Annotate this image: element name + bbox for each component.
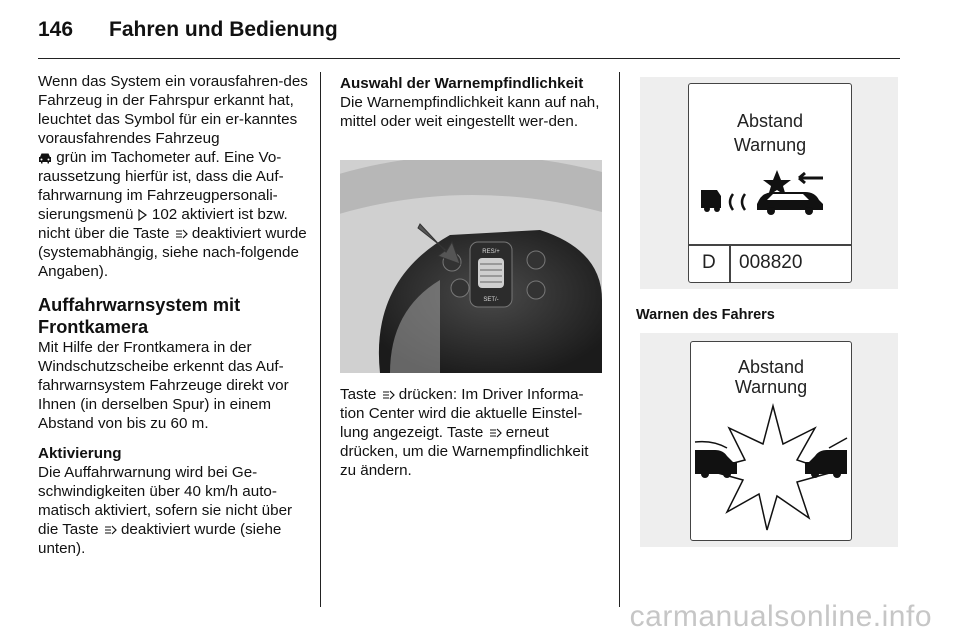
page-title: Fahren und Bedienung [109, 18, 338, 41]
column-divider-2 [619, 72, 620, 607]
code-divider [689, 244, 851, 246]
column-1 [38, 72, 308, 558]
figure-driver-warning [640, 333, 898, 547]
code-letter: D [702, 252, 716, 273]
watermark: carmanualsonline.info [629, 600, 932, 633]
figure-distance-warning-display [640, 77, 898, 289]
paragraph-2: Mit Hilfe der Frontkamera in der Windschutzscheibe erkennt das Auf-fahrwarnsystem Fahrzeuge direkt vor Ihnen (in derselben Spur) in einem Abstand von bis zu 60 m. [38, 339, 289, 432]
paragraph-sensitivity: Die Warnempfindlichkeit kann auf nah, mittel oder weit eingestellt wer-den. [340, 94, 600, 130]
column-2 [340, 74, 608, 131]
display-line-1: Abstand [736, 111, 804, 131]
subheading-aktivierung: Aktivierung [38, 445, 122, 462]
figure-caption: Warnen des Fahrers [636, 307, 775, 323]
paragraph-3: Die Auffahrwarnung wird bei Ge-schwindigkeiten über 40 km/h auto-matisch aktiviert, sofern sie nicht über die Taste deaktiviert wurde (siehe unten). [38, 464, 293, 557]
collision-warning-icon [699, 166, 843, 222]
warning-line-2: Warnung [734, 377, 808, 397]
code-number: 008820 [739, 252, 803, 273]
page-reference-arrow-icon [138, 209, 148, 221]
header-rule [38, 58, 900, 59]
display-panel [688, 83, 852, 283]
res-label: RES/+ [482, 249, 500, 255]
column-divider-1 [320, 72, 321, 607]
car-front-icon [38, 152, 52, 164]
display-line-2: Warnung [733, 135, 807, 155]
collision-alert-button-icon [174, 228, 188, 240]
warning-line-1: Abstand [737, 357, 805, 377]
set-label: SET/- [483, 297, 499, 303]
paragraph-1: Wenn das System ein vorausfahren-des Fahrzeug in der Fahrspur erkannt hat, leuchtet das Symbol für ein er-kanntes vorausfahrendes Fahrzeug grün im Tachometer auf. Eine Vo-raussetzung hierfür ist, dass die Auf-fahrwarnung im Fahrzeugpersonali-sierungsmenü 102 aktiviert ist bzw. nicht über die Taste deaktiviert wurde (systemabhängig, siehe nach-folgende Angaben). [38, 73, 308, 280]
page-header [38, 18, 338, 42]
warning-panel [690, 341, 852, 541]
collision-alert-button-icon [381, 389, 395, 401]
steering-wheel-photo [340, 160, 602, 373]
section-heading: Auffahrwarnsystem mit Frontkamera [38, 295, 241, 337]
paragraph-button: Taste drücken: Im Driver Informa-tion Center wird die aktuelle Einstel-lung angezeigt. Taste erneut drücken, um die Warnempfindlichkeit zu ändern. [340, 386, 589, 479]
collision-alert-button-icon [103, 524, 117, 536]
collision-burst-icon [693, 402, 849, 532]
code-separator [729, 244, 731, 282]
collision-alert-button-icon [488, 427, 502, 439]
subheading-warnempfindlichkeit: Auswahl der Warnempfindlichkeit [340, 75, 584, 92]
page-number: 146 [38, 18, 74, 41]
